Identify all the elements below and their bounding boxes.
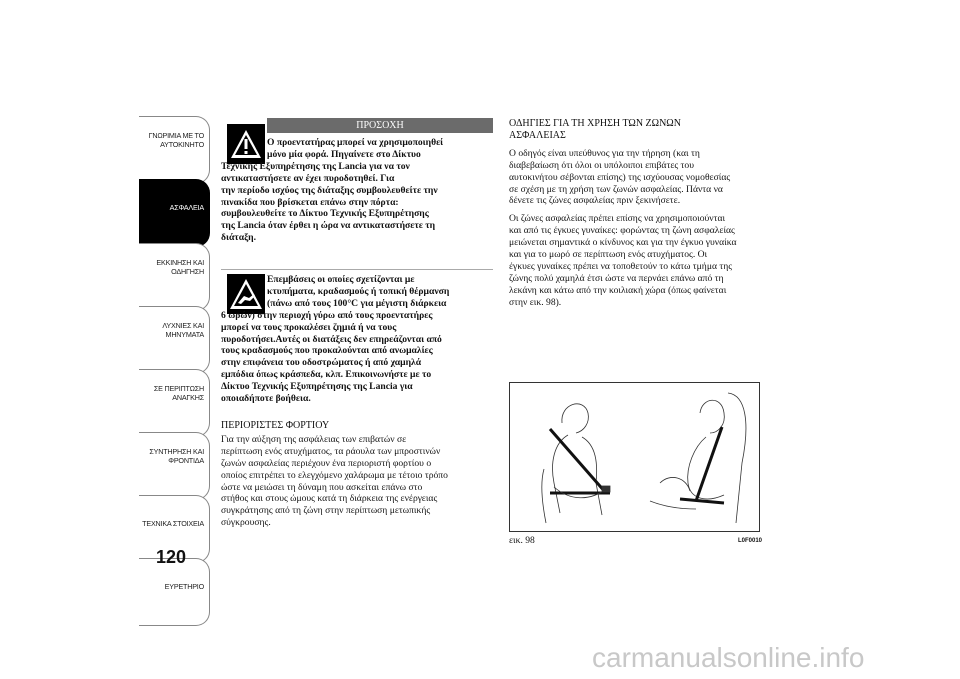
text-line: διαβεβαίωση ότι όλοι οι υπόλοιποι επιβάτες του [509,159,694,171]
text-line: και από τις έγκυες γυναίκες: φορώντας τη ζώνη ασφαλείας [509,225,735,237]
section-heading [509,118,771,142]
paragraph [509,213,771,308]
text-line: συγκράτησης από τη ζώνη στην περίπτωση μετωπικής [221,505,431,517]
text-line: (πάνω από τους 100°C για μέγιστη διάρκεια [267,297,447,309]
text-line: Επεμβάσεις οι οποίες σχετίζονται με [267,274,415,285]
tab-label: ΣΥΝΤΗΡΗΣΗ ΚΑΙ [149,447,204,456]
text-line: Ο οδηγός είναι υπεύθυνος για την τήρηση (και τη [509,147,700,159]
text-line: οποίος επιτρέπει το ελεγχόμενο χαλάρωμα με τέτοιο τρόπο [221,469,448,481]
text-line: πυροδοτήσει.Αυτές οι διατάξεις δεν επηρεάζονται από [221,333,442,345]
tab-label: ΜΗΝΥΜΑΤΑ [165,330,204,339]
text-line: Οι ζώνες ασφαλείας πρέπει επίσης να χρησιμοποιούνται [509,213,726,225]
heading-line: ΑΣΦΑΛΕΙΑΣ [509,129,566,141]
text-line: σύγκρουσης. [221,517,271,529]
tab-label: ΑΣΦΑΛΕΙΑ [169,203,204,212]
text-line: Ο προεντατήρας μπορεί να χρησιμοποιηθεί [267,137,444,148]
right-column [509,118,771,309]
text-line: μόνο μία φορά. Πηγαίνετε στο Δίκτυο [267,148,421,160]
text-line: οποιαδήποτε βοήθεια. [221,393,311,405]
figure-code: L0F0010 [738,538,763,544]
text-line: μπορεί να τους προκαλέσει ζημιά ή να τους [221,321,397,333]
text-line: ζώνης πολύ χαμηλά έτσι ώστε να περνάει επάνω από τη [509,272,724,284]
text-line: δένετε τις ζώνες ασφαλείας πριν ξεκινήσετε. [509,195,681,207]
text-line: στην επιφάνεια του οδοστρώματος ή από χαμηλά [221,357,422,369]
warning-text-1 [221,137,493,244]
tab-emergency[interactable] [139,369,210,437]
tab-label: ΕΚΚΙΝΗΣΗ ΚΑΙ [156,258,204,267]
text-line: συμβουλευθείτε το Δίκτυο Τεχνικής Εξυπηρέτησης [221,208,429,220]
tab-label: ΣΕ ΠΕΡΙΠΤΩΣΗ [153,384,204,393]
text-line: Δίκτυο Τεχνικής Εξυπηρέτησης της Lancia για [221,381,413,393]
tab-label: ΦΡΟΝΤΙΔΑ [168,456,204,465]
text-line: την περίοδο ισχύος της διάταξης συμβουλευθείτε την [221,184,438,196]
tab-label: ΑΥΤΟΚΙΝΗΤΟ [160,140,204,149]
tab-label: ΑΝΑΓΚΗΣ [172,393,204,402]
heading-line: ΟΔΗΓΙΕΣ ΓΙΑ ΤΗ ΧΡΗΣΗ ΤΩΝ ΖΩΝΩΝ [509,118,681,129]
text-line: λεκάνη και κάτω από την κοιλιακή χώρα (όπως φαίνεται [509,284,727,296]
text-line: τους κραδασμούς που προκαλούνται από ανωμαλίες [221,345,433,357]
text-line: στην εικ. 98). [509,296,562,308]
tab-safety[interactable] [139,179,210,247]
load-limiters-section [221,420,493,529]
text-line: στήθος και στους ώμους κατά τη διάρκεια της ενέργειας [221,493,438,505]
text-line: ζωνών ασφαλείας περιέχουν ένα περιοριστή φορτίου ο [221,457,432,469]
text-line: και για το μωρό σε περίπτωση ενός ατυχήματος. Οι [509,249,708,261]
warning-header: ΠΡΟΣΟΧΗ [267,118,493,133]
seatbelt-illustration [509,382,760,532]
text-line: 6 ωρών) στην περιοχή γύρω από τους προεντατήρες [221,309,433,321]
text-line: Για την αύξηση της ασφάλειας των επιβατών σε [221,433,407,445]
text-line: αυτοκινήτου σέβονται επίσης) της ισχύουσας νομοθεσίας [509,171,731,183]
section-heading: ΠΕΡΙΟΡΙΣΤΕΣ ΦΟΡΤΙΟΥ [221,420,330,431]
paragraph [509,148,771,208]
tab-index[interactable] [139,558,210,626]
text-line: μειώνεται σημαντικά ο κίνδυνος και για την έγκυο γυναίκα [509,237,737,249]
warning-text-2 [221,274,493,405]
tab-warning-lights[interactable] [139,306,210,374]
tab-getting-to-know[interactable] [139,116,210,184]
text-line: διάταξη. [221,232,256,244]
text-line: έγκυες γυναίκες πρέπει να τοποθετούν το κάτω τμήμα της [509,260,733,272]
tab-label: ΟΔΗΓΗΣΗ [171,267,204,276]
text-line: σε σχέση με τη χρήση των ζωνών ασφαλείας. Πάντα να [509,183,723,195]
tab-label: ΤΕΧΝΙΚΑ ΣΤΟΙΧΕΙΑ [142,519,204,528]
text-line: πινακίδα που βρίσκεται επάνω στην πόρτα: [221,196,399,208]
page-number: 120 [156,547,187,567]
divider [221,269,493,270]
text-line: της Lancia όταν έρθει η ώρα να αντικαταστήσετε τη [221,220,436,232]
tab-label: ΕΥΡΕΤΗΡΙΟ [164,582,204,591]
tab-label: ΛΥΧΝΙΕΣ ΚΑΙ [162,321,204,330]
tab-label: ΓΝΩΡΙΜΙΑ ΜΕ ΤΟ [148,131,204,140]
text-line: κτυπήματα, κραδασμούς ή τοπική θέρμανση [267,285,450,297]
tab-starting-driving[interactable] [139,243,210,311]
text-line: εμπόδια όπως κράσπεδα, κλπ. Επικοινωνήστε με το [221,369,432,381]
figure-caption: εικ. 98 [509,535,535,546]
text-line: αντικαταστήσετε αν έχει πυροδοτηθεί. Για [221,172,395,184]
text-line: Τεχνικής Εξυπηρέτησης της Lancia για να τον [221,160,410,172]
tab-maintenance[interactable] [139,432,210,500]
text-line: ώστε να μειώσει τη δύναμη που ασκείται επάνω στο [221,481,423,493]
text-line: περίπτωση ενός ατυχήματος, τα ράουλα των μπροστινών [221,445,441,457]
watermark: carmanualsonline.info [592,642,865,673]
